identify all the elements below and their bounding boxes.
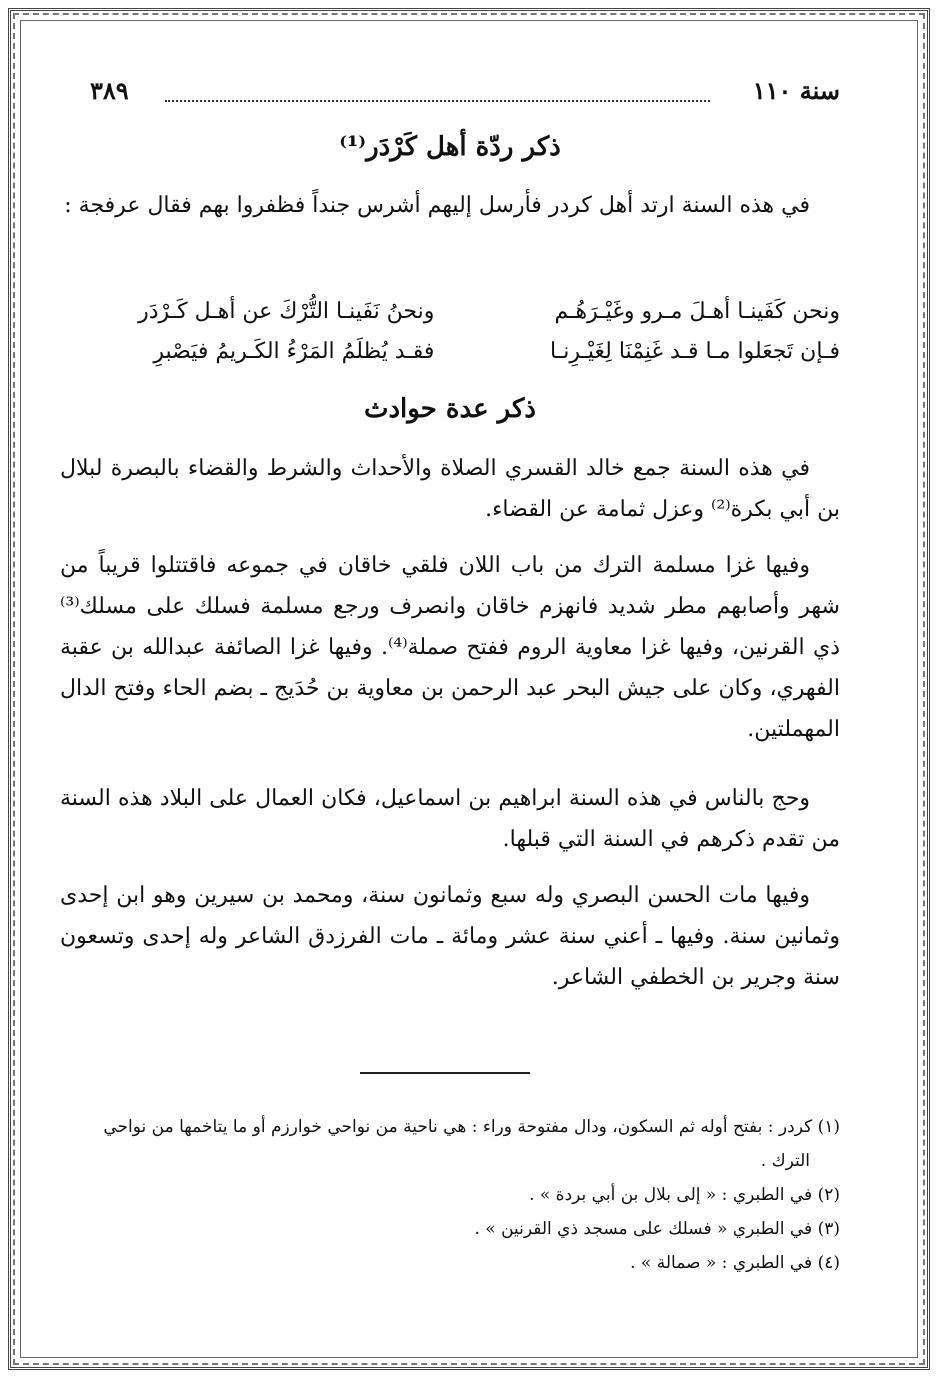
section-title-events: ذكر عدة حوادث: [364, 394, 536, 424]
running-header: [60, 76, 840, 116]
paragraph-events-3: وحج بالناس في هذه السنة ابراهيم بن اسماعيل، فكان العمال على البلاد هذه السنة من تقدم ذكرهم في السنة التي قبلها.: [60, 786, 840, 852]
verse-line: [60, 332, 840, 372]
footnote-3: (٣) في الطبري « فسلك على مسجد ذي القرنين » .: [474, 1219, 840, 1239]
section-title-kardar: ذكر ردّة أهل كَرْدَر⁽¹⁾: [339, 132, 561, 162]
page-content: [60, 60, 840, 1320]
paragraph-events-4: وفيها مات الحسن البصري وله سبع وثمانون سنة، ومحمد بن سيرين وهو ابن إحدى وثمانين سنة. وفيها ـ أعني سنة عشر ومائة ـ مات الفرزدق الشاعر وله إحدى وتسعون سنة وجرير بن الخطفي الشاعر.: [60, 883, 840, 990]
paragraph-kardar: في هذه السنة ارتد أهل كردر فأرسل إليهم أشرس جنداً فظفروا بهم فقال عرفجة :: [64, 193, 810, 218]
header-dotted-leader: [165, 100, 710, 102]
footnote-4: (٤) في الطبري : « صمالة » .: [630, 1253, 840, 1273]
verse-first-hemistich: ونحن كَفَينـا أهـلَ مـرو وغَيْـرَهُـم: [554, 299, 840, 324]
poem-verses: [60, 292, 840, 372]
verse-second-hemistich: ونحنُ نَفَينـا التُّرْكَ عن أهـل كَـرْدَر: [138, 299, 435, 324]
verse-first-hemistich: فـإن تَجعَلوا مـا قـد غَنِمْنَا لِغَيْـرِنـا: [550, 339, 840, 364]
paragraph-events-1: في هذه السنة جمع خالد القسري الصلاة والأحداث والشرط والقضاء بالبصرة لبلال بن أبي بكرة⁽²⁾ وعزل ثمامة عن القضاء.: [60, 456, 840, 522]
paragraph-events-2: وفيها غزا مسلمة الترك من باب اللان فلقي خاقان في جموعه فاقتتلوا قريباً من شهر وأصابهم مطر شديد فانهزم خاقان وانصرف ورجع مسلمة فسلك على مسلك⁽³⁾ ذي القرنين، وفيها غزا معاوية الروم ففتح صملة⁽⁴⁾. وفيها غزا الصائفة عبدالله بن عقبة الفهري، وكان على جيش البحر عبد الرحمن بن معاوية بن حُدَيج ـ بضم الحاء وفتح الدال المهملتين.: [60, 553, 841, 742]
footnotes: [60, 1110, 840, 1280]
verse-line: [60, 292, 840, 332]
footnote-separator: [360, 1072, 530, 1074]
page-number: ٣٨٩: [90, 76, 129, 105]
footnote-1: (١) كردر : بفتح أوله ثم السكون، ودال مفتوحة وراء : هي ناحية من نواحي خوارزم أو ما يتاخمها من نواحي الترك .: [103, 1117, 840, 1171]
verse-second-hemistich: فقـد يُظلَمُ المَرْءُ الكَـريمُ فيَصْبرِ: [153, 339, 435, 364]
header-year: سنة ١١٠: [752, 76, 840, 105]
footnote-2: (٢) في الطبري : « إلى بلال بن أبي بردة » .: [529, 1185, 840, 1205]
